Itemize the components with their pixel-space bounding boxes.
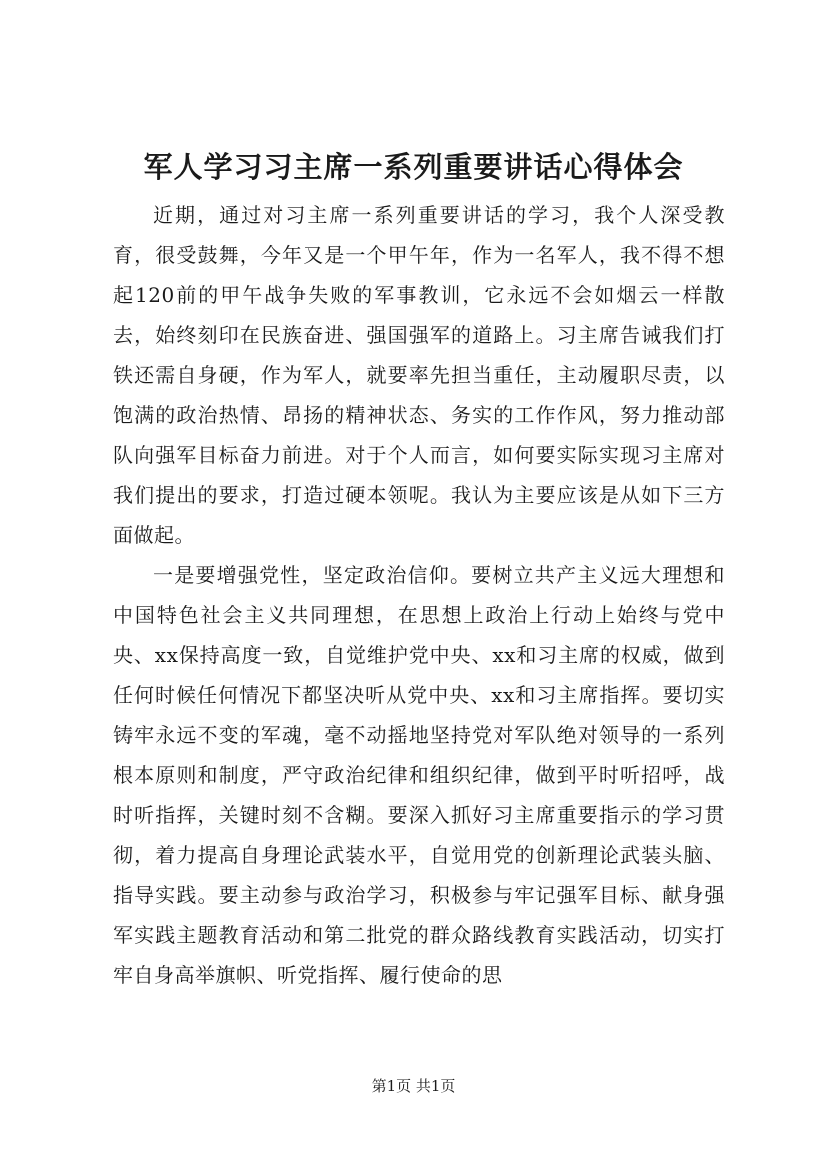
document-body bbox=[113, 195, 725, 995]
document-title: 军人学习习主席一系列重要讲话心得体会 bbox=[143, 150, 684, 184]
paragraph-intro: 近期，通过对习主席一系列重要讲话的学习，我个人深受教育，很受鼓舞，今年又是一个甲午年，作为一名军人，我不得不想起120前的甲午战争失败的军事教训，它永远不会如烟云一样散去，始终刻印在民族奋进、强国强军的道路上。习主席告诫我们打铁还需自身硬，作为军人，就要率先担当重任，主动履职尽责，以饱满的政治热情、昂扬的精神状态、务实的工作作风，努力推动部队向强军目标奋力前进。对于个人而言，如何要实际实现习主席对我们提出的要求，打造过硬本领呢。我认为主要应该是从如下三方面做起。 bbox=[113, 203, 725, 547]
page-footer: 第1页 共1页 bbox=[371, 1077, 456, 1095]
paragraph-point-one: 一是要增强党性，坚定政治信仰。要树立共产主义远大理想和中国特色社会主义共同理想，在思想上政治上行动上始终与党中央、xx保持高度一致，自觉维护党中央、xx和习主席的权威，做到任何时候任何情况下都坚决听从党中央、xx和习主席指挥。要切实铸牢永远不变的军魂，毫不动摇地坚持党对军队绝对领导的一系列根本原则和制度，严守政治纪律和组织纪律，做到平时听招呼，战时听指挥，关键时刻不含糊。要深入抓好习主席重要指示的学习贯彻，着力提高自身理论武装水平，自觉用党的创新理论武装头脑、指导实践。要主动参与政治学习，积极参与牢记强军目标、献身强军实践主题教育活动和第二批党的群众路线教育实践活动，切实打牢自身高举旗帜、听党指挥、履行使命的思 bbox=[113, 563, 725, 987]
